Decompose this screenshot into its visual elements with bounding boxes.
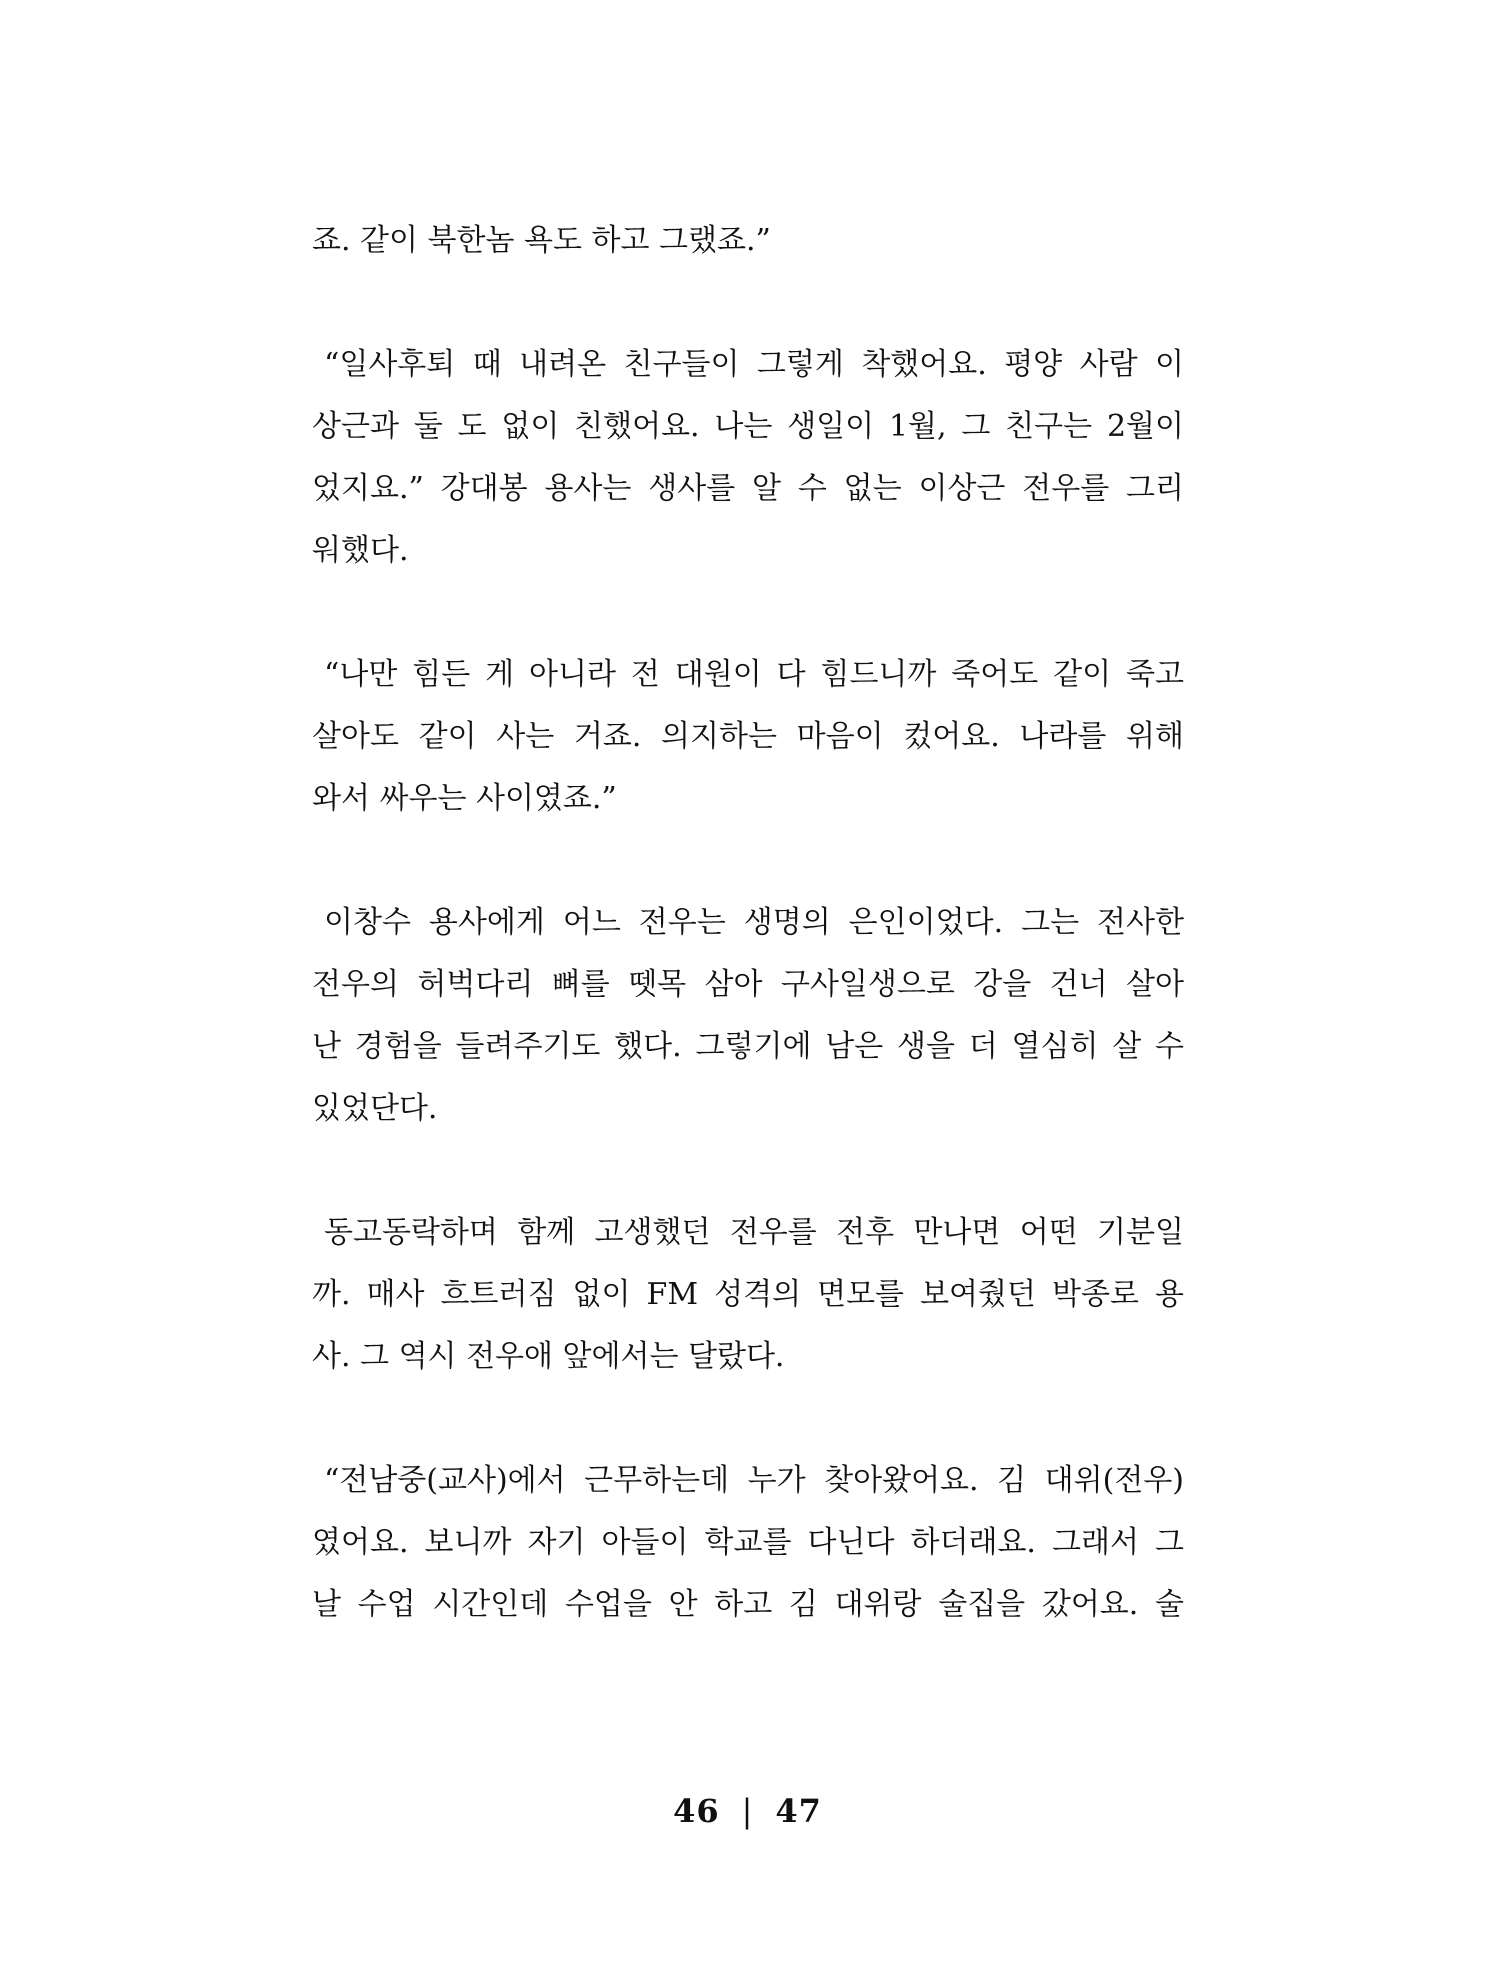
text-line: 까. 매사 흐트러짐 없이 FM 성격의 면모를 보여줬던 박종로 용 (312, 1277, 1184, 1312)
paragraph-1 (312, 210, 1184, 272)
text-line: “전남중(교사)에서 근무하는데 누가 찾아왔어요. 김 대위(전우) (324, 1463, 1184, 1498)
page-number-right: 47 (775, 1792, 822, 1830)
text-line: 였어요. 보니까 자기 아들이 학교를 다닌다 하더래요. 그래서 그 (312, 1525, 1184, 1560)
text-line: 살아도 같이 사는 거죠. 의지하는 마음이 컸어요. 나라를 위해 (312, 719, 1184, 754)
text-line: 전우의 허벅다리 뼈를 뗏목 삼아 구사일생으로 강을 건너 살아 (312, 967, 1184, 1002)
text-line: 난 경험을 들려주기도 했다. 그렇기에 남은 생을 더 열심히 살 수 (312, 1029, 1184, 1064)
paragraph-4 (312, 892, 1184, 1140)
text-line: “일사후퇴 때 내려온 친구들이 그렇게 착했어요. 평양 사람 이 (324, 347, 1184, 382)
text-line: 있었단다. (312, 1091, 438, 1126)
text-line: 날 수업 시간인데 수업을 안 하고 김 대위랑 술집을 갔어요. 술 (312, 1587, 1184, 1622)
paragraph-3 (312, 644, 1184, 830)
paragraph-6 (312, 1450, 1184, 1636)
page-number-left: 46 (673, 1792, 720, 1830)
text-line: 워했다. (312, 533, 409, 568)
paragraph-2 (312, 334, 1184, 582)
page-number-separator: | (741, 1792, 754, 1830)
page-number (0, 1792, 1495, 1830)
text-line: 죠. 같이 북한놈 욕도 하고 그랬죠.” (312, 223, 771, 258)
text-line: 동고동락하며 함께 고생했던 전우를 전후 만나면 어떤 기분일 (324, 1215, 1184, 1250)
body-text (312, 210, 1184, 1698)
text-line: 와서 싸우는 사이였죠.” (312, 781, 617, 816)
text-line: 이창수 용사에게 어느 전우는 생명의 은인이었다. 그는 전사한 (324, 905, 1184, 940)
text-line: 상근과 둘 도 없이 친했어요. 나는 생일이 1월, 그 친구는 2월이 (312, 409, 1184, 444)
text-line: 사. 그 역시 전우애 앞에서는 달랐다. (312, 1339, 785, 1374)
text-line: “나만 힘든 게 아니라 전 대원이 다 힘드니까 죽어도 같이 죽고 (324, 657, 1184, 692)
paragraph-5 (312, 1202, 1184, 1388)
text-line: 었지요.” 강대봉 용사는 생사를 알 수 없는 이상근 전우를 그리 (312, 471, 1184, 506)
